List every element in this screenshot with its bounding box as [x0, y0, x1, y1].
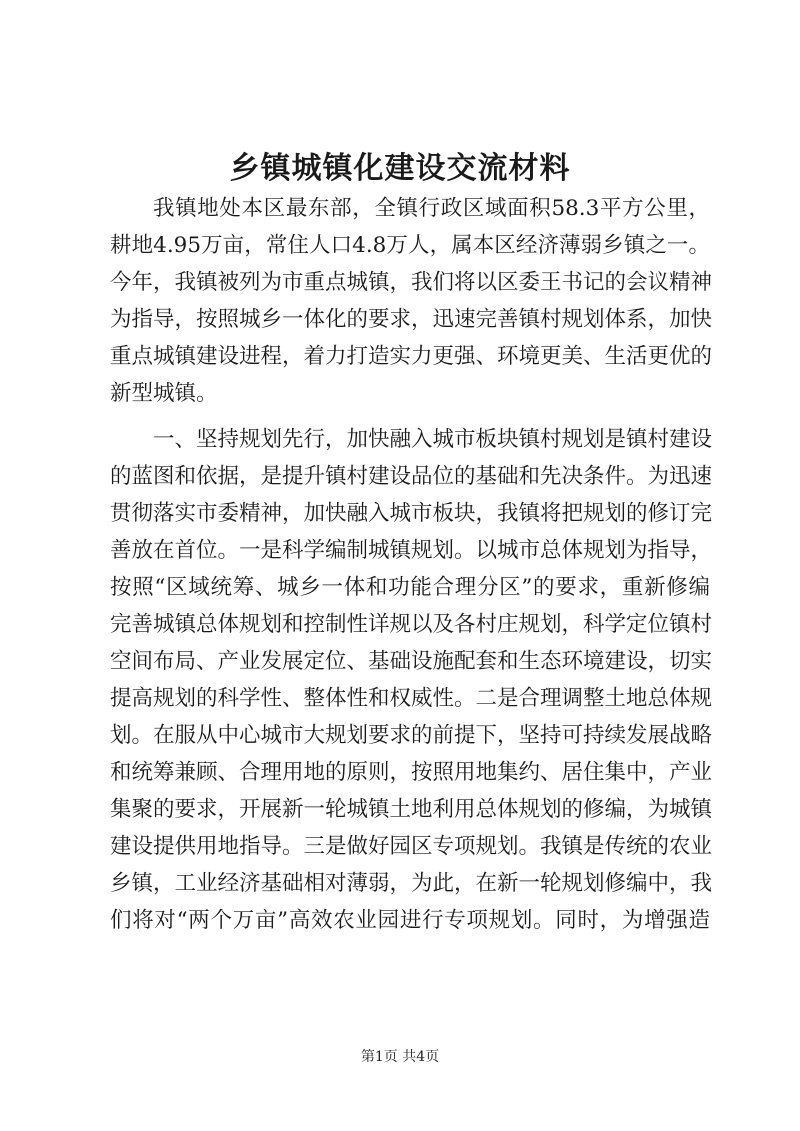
text-line: 建设提供用地指导。三是做好园区专项规划。我镇是传统的农业 — [110, 834, 713, 859]
document-body — [110, 190, 713, 939]
text-line: 我镇地处本区最东部，全镇行政区域面积58.3平方公里， — [153, 196, 710, 221]
text-line: 按照“区域统筹、城乡一体和功能合理分区”的要求，重新修编 — [110, 575, 710, 600]
page-footer: 第1页 共4页 — [360, 1049, 440, 1065]
text-line: 乡镇，工业经济基础相对薄弱，为此，在新一轮规划修编中，我 — [110, 871, 713, 896]
text-line: 集聚的要求，开展新一轮城镇土地利用总体规划的修编，为城镇 — [110, 797, 713, 822]
text-line: 和统筹兼顾、合理用地的原则，按照用地集约、居住集中，产业 — [110, 760, 713, 785]
text-line: 们将对“两个万亩”高效农业园进行专项规划。同时，为增强造 — [110, 908, 710, 933]
text-line: 提高规划的科学性、整体性和权威性。二是合理调整土地总体规 — [110, 686, 713, 711]
text-line: 为指导，按照城乡一体化的要求，迅速完善镇村规划体系，加快 — [110, 307, 713, 332]
text-line: 新型城镇。 — [110, 381, 218, 406]
text-line: 今年，我镇被列为市重点城镇，我们将以区委王书记的会议精神 — [110, 270, 713, 295]
text-line: 的蓝图和依据，是提升镇村建设品位的基础和先决条件。为迅速 — [110, 464, 713, 489]
text-line: 贯彻落实市委精神，加快融入城市板块，我镇将把规划的修订完 — [110, 501, 713, 526]
paragraph — [110, 421, 713, 939]
paragraph — [110, 190, 713, 412]
text-line: 划。在服从中心城市大规划要求的前提下，坚持可持续发展战略 — [110, 723, 713, 748]
document-title: 乡镇城镇化建设交流材料 — [229, 151, 571, 186]
text-line: 耕地4.95万亩，常住人口4.8万人，属本区经济薄弱乡镇之一。 — [110, 233, 710, 258]
text-line: 一、坚持规划先行，加快融入城市板块镇村规划是镇村建设 — [153, 427, 713, 452]
text-line: 空间布局、产业发展定位、基础设施配套和生态环境建设，切实 — [110, 649, 713, 674]
text-line: 完善城镇总体规划和控制性详规以及各村庄规划，科学定位镇村 — [110, 612, 713, 637]
text-line: 善放在首位。一是科学编制城镇规划。以城市总体规划为指导， — [110, 538, 713, 563]
text-line: 重点城镇建设进程，着力打造实力更强、环境更美、生活更优的 — [110, 344, 713, 369]
